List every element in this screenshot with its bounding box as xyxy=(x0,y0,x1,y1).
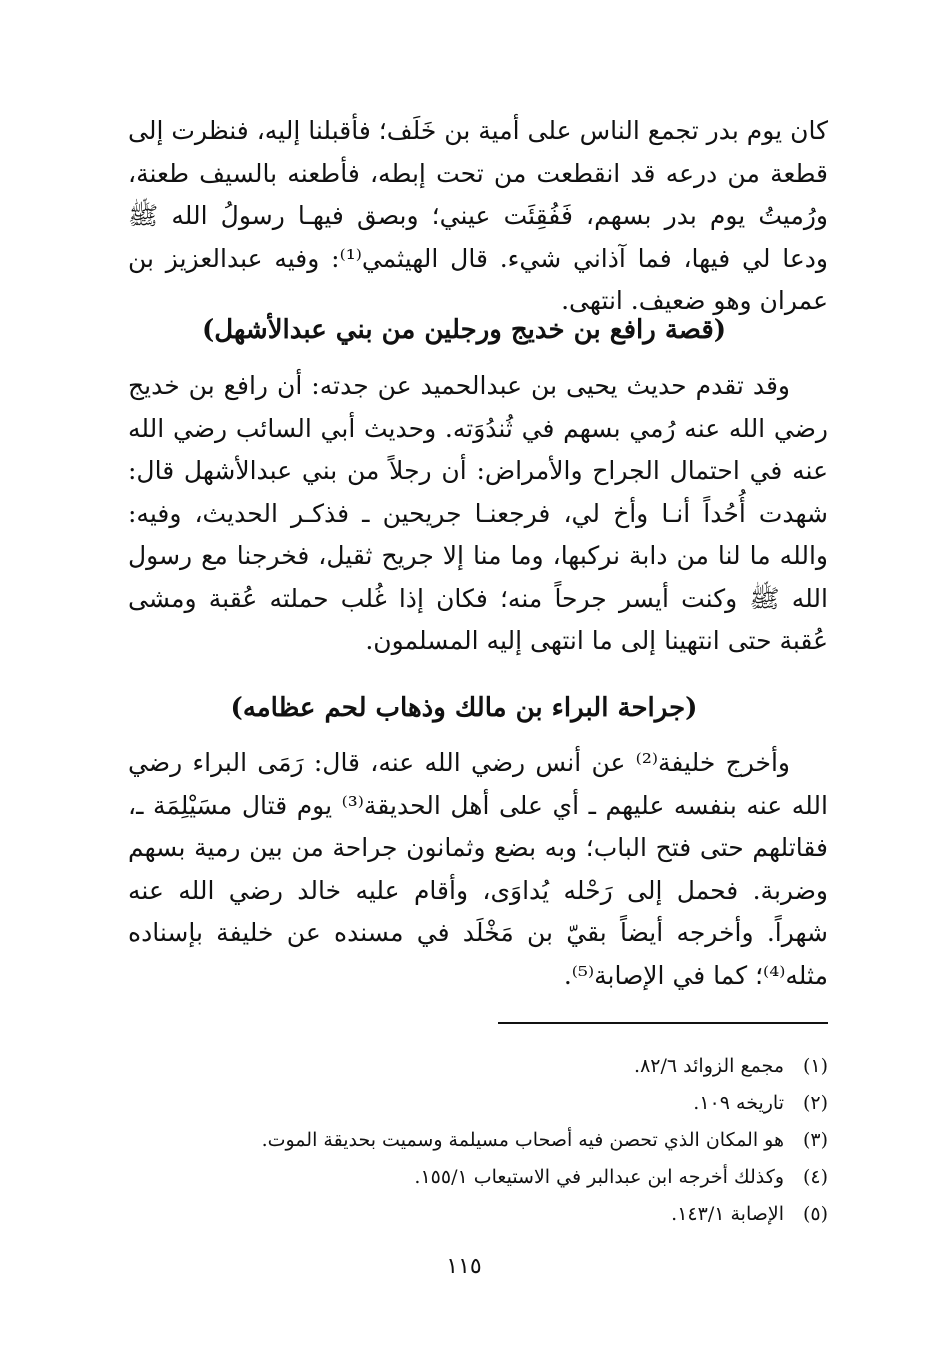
footnote-number: (١) xyxy=(802,1055,828,1077)
footnote-number: (٤) xyxy=(802,1166,828,1188)
footnote-number: (٥) xyxy=(802,1203,828,1225)
paragraph-bara: وأخرج خليفة⁽²⁾ عن أنس رضي الله عنه، قال: رَمَى البراء رضي الله عنه بنفسه عليهم ـ أي على أهل الحديقة⁽³⁾ يوم قتال مسَيْلِمَة ـ، فقاتلهم حتى فتح الباب؛ وبه بضع وثمانون جراحة من بين رمية بسهم وضربة. فحمل إلى رَحْله يُداوَى، وأقام عليه خالد رضي الله عنه شهراً. وأخرجه أيضاً بقيّ بن مَخْلَد في مسنده عن خليفة بإسناده مثله⁽⁴⁾؛ كما في الإصابة⁽⁵⁾. xyxy=(128,748,828,990)
footnote-item xyxy=(100,1159,828,1196)
footnotes-list xyxy=(100,1048,828,1233)
page-number: ١١٥ xyxy=(446,1254,482,1279)
footnote-text: مجمع الزوائد ٨٢/٦. xyxy=(634,1055,784,1077)
footnote-text: وكذلك أخرجه ابن عبدالبر في الاستيعاب ١٥٥/١. xyxy=(414,1166,784,1188)
section-heading-rafi xyxy=(100,310,828,350)
footnote-item xyxy=(100,1048,828,1085)
footnote-divider xyxy=(498,1022,828,1024)
footnote-item xyxy=(100,1196,828,1233)
footnote-number: (٣) xyxy=(802,1129,828,1151)
footnote-number: (٢) xyxy=(802,1092,828,1114)
paragraph-rafi: وقد تقدم حديث يحيى بن عبدالحميد عن جدته: أن رافع بن خديج رضي الله عنه رُمي بسهم في ثُندُوَته. وحديث أبي السائب رضي الله عنه في احتمال الجراح والأمراض: أن رجلاً من بني عبدالأشهل قال: شهدت أُحُداً أنـا وأخ لي، فرجعنـا جريحين ـ فذكـر الحديث، وفيه: والله ما لنا من دابة نركبها، وما منا إلا جريح ثقيل، فخرجنا مع رسول الله ﷺ وكنت أيسر جرحاً منه؛ فكان إذا غُلب حملته عُقبة ومشى عُقبة حتى انتهينا إلى ما انتهى إليه المسلمون. xyxy=(128,371,828,655)
section-heading-bara xyxy=(100,688,828,728)
footnote-text: تاريخه ١٠٩. xyxy=(693,1092,784,1114)
footnote-item xyxy=(100,1085,828,1122)
footnote-item xyxy=(100,1122,828,1159)
heading-text: (جراحة البراء بن مالك وذهاب لحم عظامه) xyxy=(230,693,698,723)
footnote-text: الإصابة ١٤٣/١. xyxy=(671,1203,784,1225)
footnote-text: هو المكان الذي تحصن فيه أصحاب مسيلمة وسميت بحديقة الموت. xyxy=(261,1129,784,1151)
paragraph-badr: كان يوم بدر تجمع الناس على أمية بن خَلَف؛ فأقبلنا إليه، فنظرت إلى قطعة من درعه قد انقطعت من تحت إبطه، فأطعنه بالسيف طعنة، ورُميتُ يوم بدر بسهم، فَفُقِئَت عيني؛ وبصق فيهـا رسولُ الله ﷺ ودعا لي فيها، فما آذاني شيء. قال الهيثمي⁽¹⁾: وفيه عبدالعزيز بن عمران وهو ضعيف. انتهى. xyxy=(128,116,828,315)
heading-text: (قصة رافع بن خديج ورجلين من بني عبدالأشهل) xyxy=(201,315,727,345)
